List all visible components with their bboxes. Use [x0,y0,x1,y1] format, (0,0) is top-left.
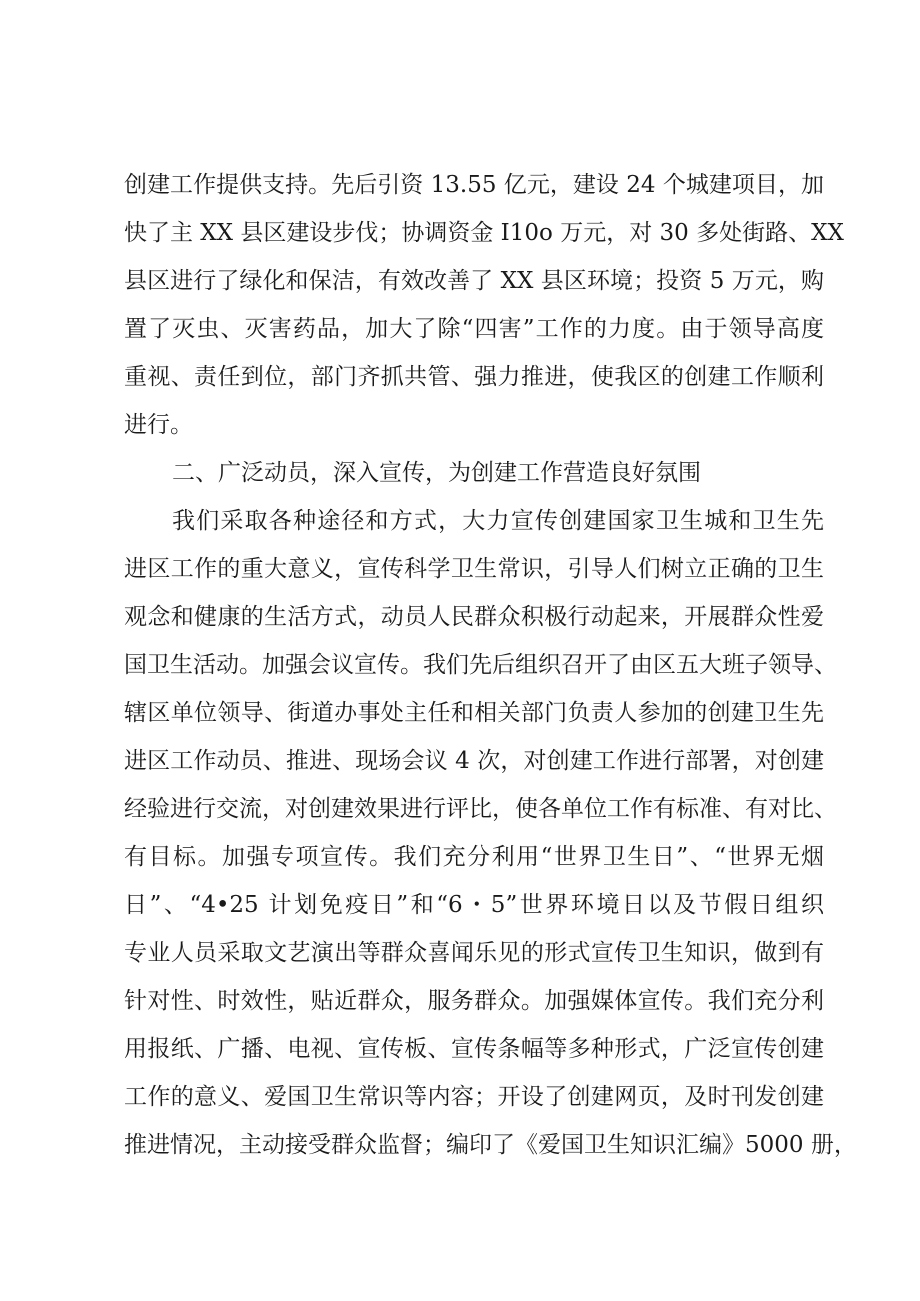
paragraph-2-line-12: 用报纸、广播、电视、宣传板、宣传条幅等多种形式，广泛宣传创建 [124,1036,824,1062]
paragraph-1-line-5: 重视、责任到位，部门齐抓共管、强力推进，使我区的创建工作顺利 [124,364,824,390]
paragraph-2-line-4: 国卫生活动。加强会议宣传。我们先后组织召开了由区五大班子领导、 [124,652,837,678]
paragraph-2-line-7: 经验进行交流，对创建效果进行评比，使各单位工作有标准、有对比、 [124,796,837,822]
paragraph-2-line-8: 有目标。加强专项宣传。我们充分利用“世界卫生日”、“世界无烟 [124,844,824,870]
paragraph-1-line-3: 县区进行了绿化和保洁，有效改善了 XX 县区环境；投资 5 万元，购 [124,268,824,294]
paragraph-2-line-5: 辖区单位领导、街道办事处主任和相关部门负责人参加的创建卫生先 [124,700,824,726]
paragraph-2-line-10: 专业人员采取文艺演出等群众喜闻乐见的形式宣传卫生知识，做到有 [124,940,824,966]
paragraph-2-line-13: 工作的意义、爱国卫生常识等内容；开设了创建网页，及时刊发创建 [124,1084,824,1110]
paragraph-2-line-6: 进区工作动员、推进、现场会议 4 次，对创建工作进行部署，对创建 [124,748,824,774]
paragraph-2-line-14: 推进情况，主动接受群众监督；编印了《爱国卫生知识汇编》5000 册， [124,1132,857,1158]
section-heading: 二、广泛动员，深入宣传，为创建工作营造良好氛围 [172,460,701,486]
paragraph-2-line-11: 针对性、时效性，贴近群众，服务群众。加强媒体宣传。我们充分利 [124,988,824,1014]
paragraph-2-line-1: 我们采取各种途径和方式，大力宣传创建国家卫生城和卫生先 [172,508,824,534]
paragraph-1-line-1: 创建工作提供支持。先后引资 13.55 亿元，建设 24 个城建项目，加 [124,172,824,198]
paragraph-2-line-3: 观念和健康的生活方式，动员人民群众积极行动起来，开展群众性爱 [124,604,824,630]
paragraph-1-line-4: 置了灭虫、灭害药品，加大了除“四害”工作的力度。由于领导高度 [124,316,824,342]
paragraph-2-line-9: 日”、“4•25 计划免疫日”和“6・5”世界环境日以及节假日组织 [124,892,824,918]
paragraph-2-line-2: 进区工作的重大意义，宣传科学卫生常识，引导人们树立正确的卫生 [124,556,824,582]
paragraph-1-line-2: 快了主 XX 县区建设步伐；协调资金 I10o 万元，对 30 多处街路、XX [124,220,844,246]
paragraph-1-line-6: 进行。 [124,412,193,438]
